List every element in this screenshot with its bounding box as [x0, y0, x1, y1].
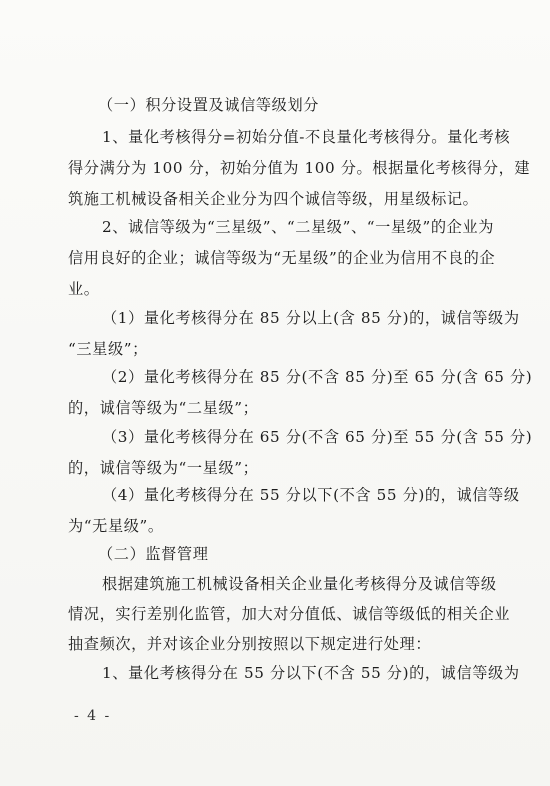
item-4-line-1: （4）量化考核得分在 55 分以下(不含 55 分)的，诚信等级 — [102, 486, 520, 504]
para-3-line-3: 抽查频次，并对该企业分别按照以下规定进行处理： — [68, 635, 432, 653]
item-2-line-2: 的，诚信等级为“二星级”； — [68, 399, 259, 417]
item-4-line-2: 为“无星级”。 — [68, 517, 164, 535]
page-number: - 4 - — [74, 708, 112, 724]
item-1-line-2: “三星级”； — [68, 340, 148, 358]
item-3-line-1: （3）量化考核得分在 65 分(不含 65 分)至 55 分(含 55 分) — [102, 428, 533, 446]
item-3-line-2: 的，诚信等级为“一星级”； — [68, 459, 259, 477]
para-2-line-1: 2、诚信等级为“三星级”、“二星级”、“一星级”的企业为 — [102, 218, 494, 236]
para-1-line-3: 筑施工机械设备相关企业分为四个诚信等级，用星级标记。 — [68, 190, 479, 208]
section-heading-2: （二）监督管理 — [98, 545, 209, 563]
para-4-line-1: 1、量化考核得分在 55 分以下(不含 55 分)的，诚信等级为 — [102, 664, 520, 682]
item-1-line-1: （1）量化考核得分在 85 分以上(含 85 分)的，诚信等级为 — [102, 309, 520, 327]
para-1-line-1: 1、量化考核得分=初始分值-不良量化考核得分。量化考核 — [102, 128, 511, 146]
item-2-line-1: （2）量化考核得分在 85 分(不含 85 分)至 65 分(含 65 分) — [102, 368, 533, 386]
para-2-line-3: 业。 — [68, 280, 100, 298]
section-heading-1: （一）积分设置及诚信等级划分 — [98, 96, 320, 114]
para-1-line-2: 得分满分为 100 分，初始分值为 100 分。根据量化考核得分，建 — [68, 159, 531, 177]
para-3-line-1: 根据建筑施工机械设备相关企业量化考核得分及诚信等级 — [102, 575, 497, 593]
para-2-line-2: 信用良好的企业；诚信等级为“无星级”的企业为信用不良的企 — [68, 249, 496, 267]
para-3-line-2: 情况，实行差别化监管，加大对分值低、诚信等级低的相关企业 — [68, 605, 511, 623]
